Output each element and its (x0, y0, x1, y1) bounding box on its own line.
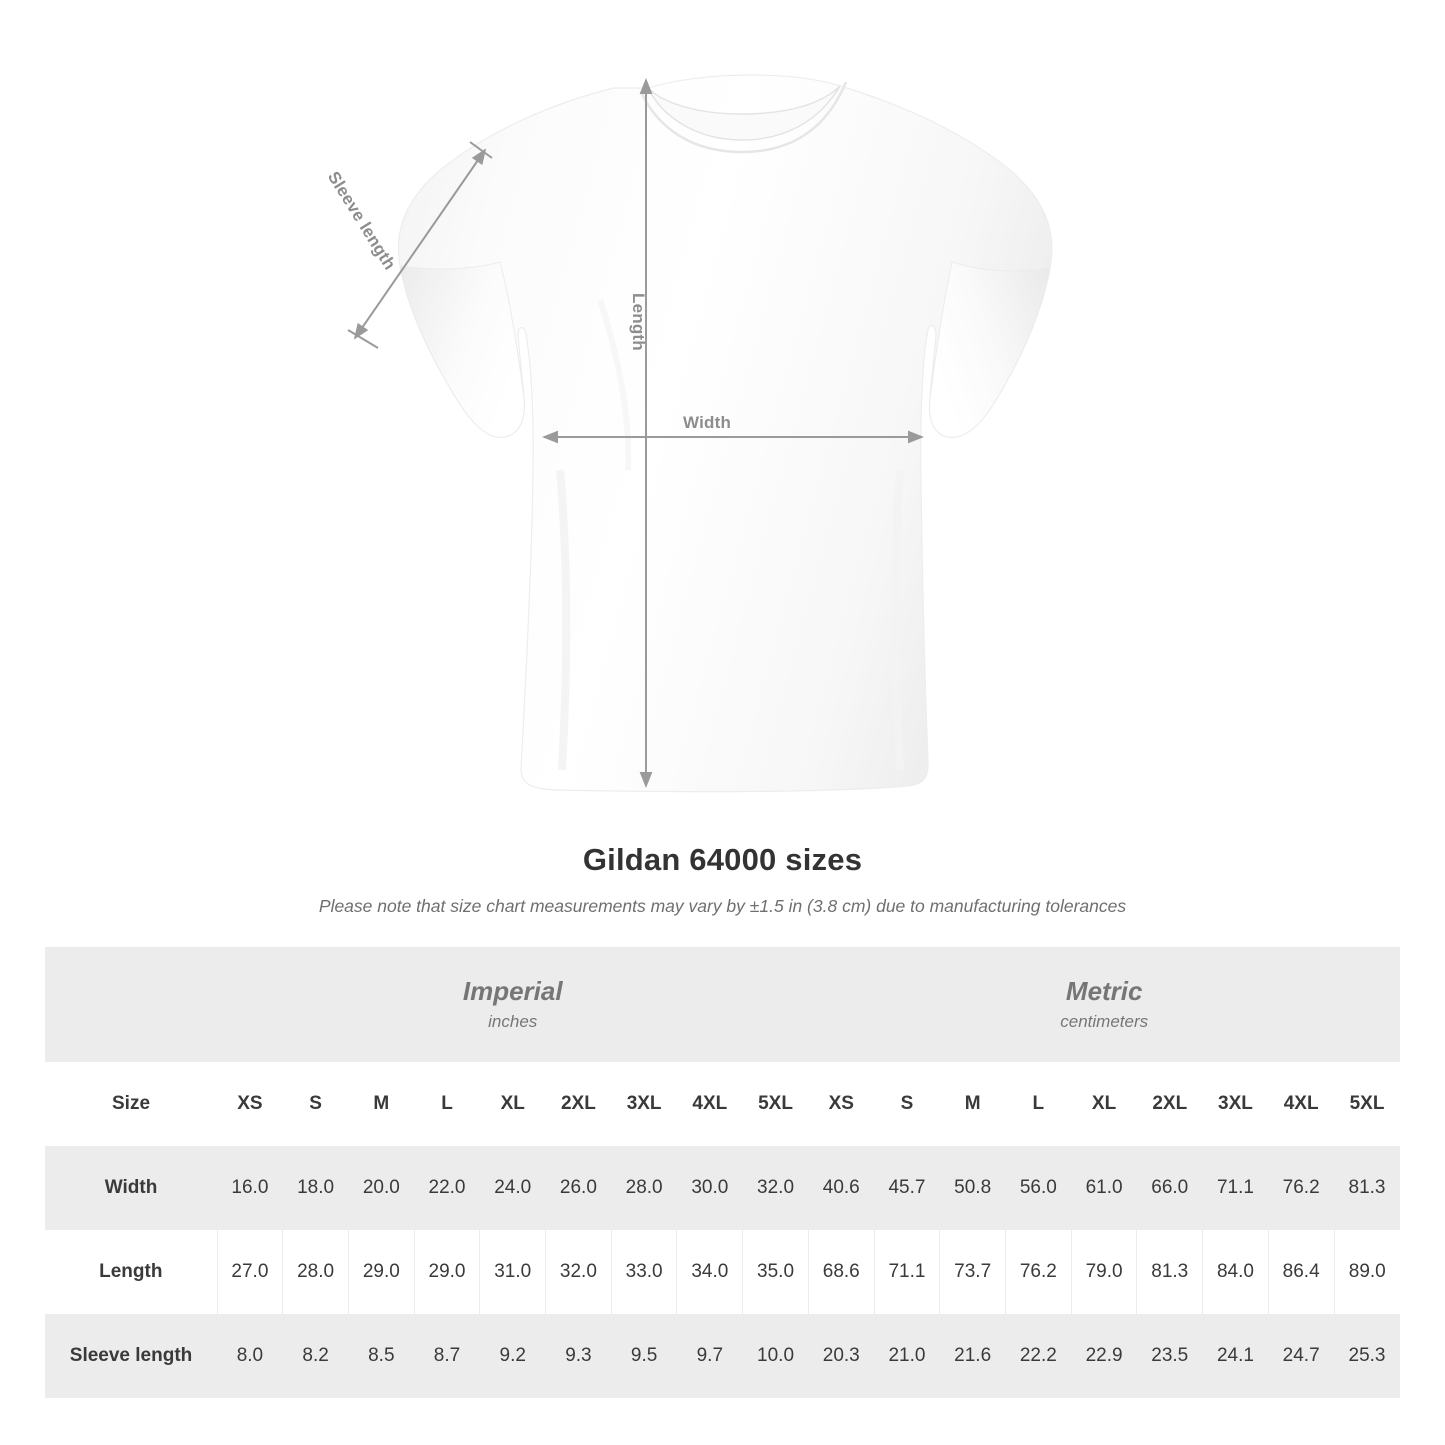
col-header-metric-m: M (940, 1062, 1006, 1146)
size-table-wrapper (0, 947, 1445, 1398)
metric-name: Metric (1065, 975, 1143, 1006)
cell-length-imperial-m: 29.0 (348, 1230, 414, 1314)
cell-width-imperial-m: 20.0 (348, 1146, 414, 1230)
metric-unit: centimeters (1060, 1012, 1149, 1032)
row-header-size: Size (45, 1062, 217, 1146)
col-header-metric-2xl: 2XL (1137, 1062, 1203, 1146)
col-header-imperial-4xl: 4XL (677, 1062, 743, 1146)
col-header-metric-4xl: 4XL (1268, 1062, 1334, 1146)
page-title: Gildan 64000 sizes (582, 842, 863, 877)
cell-length-metric-5xl: 89.0 (1334, 1230, 1400, 1314)
col-header-imperial-s: S (283, 1062, 349, 1146)
cell-length-imperial-2xl: 32.0 (546, 1230, 612, 1314)
cell-sleeve-metric-xl: 22.9 (1071, 1314, 1137, 1398)
cell-sleeve-imperial-l: 8.7 (414, 1314, 480, 1398)
cell-width-imperial-s: 18.0 (283, 1146, 349, 1230)
cell-length-imperial-l: 29.0 (414, 1230, 480, 1314)
cell-length-imperial-xs: 27.0 (217, 1230, 283, 1314)
tolerance-note: Please note that size chart measurements may vary by ±1.5 in (3.8 cm) due to manufacturing tolerances (318, 896, 1127, 916)
col-header-metric-xl: XL (1071, 1062, 1137, 1146)
unit-system-row (45, 947, 1400, 1062)
col-header-imperial-l: L (414, 1062, 480, 1146)
cell-sleeve-imperial-xl: 9.2 (480, 1314, 546, 1398)
cell-width-metric-xl: 61.0 (1071, 1146, 1137, 1230)
cell-sleeve-metric-5xl: 25.3 (1334, 1314, 1400, 1398)
cell-length-metric-2xl: 81.3 (1137, 1230, 1203, 1314)
unit-system-spacer (45, 947, 217, 1062)
cell-sleeve-imperial-2xl: 9.3 (546, 1314, 612, 1398)
size-header-row (45, 1062, 1400, 1146)
imperial-name: Imperial (462, 975, 563, 1006)
cell-length-imperial-5xl: 35.0 (743, 1230, 809, 1314)
table-row (45, 1314, 1400, 1398)
cell-sleeve-imperial-xs: 8.0 (217, 1314, 283, 1398)
col-header-metric-3xl: 3XL (1203, 1062, 1269, 1146)
sleeve-length-label: Sleeve length (323, 168, 400, 274)
cell-length-metric-xl: 79.0 (1071, 1230, 1137, 1314)
cell-length-metric-m: 73.7 (940, 1230, 1006, 1314)
col-header-imperial-xs: XS (217, 1062, 283, 1146)
row-label-sleeve-length: Sleeve length (45, 1314, 217, 1398)
unit-system-metric (808, 947, 1400, 1062)
col-header-imperial-3xl: 3XL (611, 1062, 677, 1146)
cell-length-metric-s: 71.1 (874, 1230, 940, 1314)
cell-width-metric-4xl: 76.2 (1268, 1146, 1334, 1230)
col-header-metric-xs: XS (808, 1062, 874, 1146)
title-block (0, 842, 1445, 917)
cell-width-imperial-3xl: 28.0 (611, 1146, 677, 1230)
cell-width-imperial-5xl: 32.0 (743, 1146, 809, 1230)
unit-system-imperial (217, 947, 808, 1062)
col-header-metric-l: L (1006, 1062, 1072, 1146)
imperial-unit: inches (488, 1012, 538, 1032)
col-header-metric-5xl: 5XL (1334, 1062, 1400, 1146)
cell-sleeve-metric-xs: 20.3 (808, 1314, 874, 1398)
cell-length-metric-xs: 68.6 (808, 1230, 874, 1314)
cell-width-imperial-4xl: 30.0 (677, 1146, 743, 1230)
cell-sleeve-metric-3xl: 24.1 (1203, 1314, 1269, 1398)
length-label: Length (629, 293, 648, 351)
cell-sleeve-metric-4xl: 24.7 (1268, 1314, 1334, 1398)
cell-length-metric-4xl: 86.4 (1268, 1230, 1334, 1314)
cell-sleeve-metric-s: 21.0 (874, 1314, 940, 1398)
cell-width-metric-3xl: 71.1 (1203, 1146, 1269, 1230)
cell-width-metric-5xl: 81.3 (1334, 1146, 1400, 1230)
cell-width-imperial-2xl: 26.0 (546, 1146, 612, 1230)
cell-sleeve-imperial-m: 8.5 (348, 1314, 414, 1398)
cell-length-imperial-4xl: 34.0 (677, 1230, 743, 1314)
cell-sleeve-imperial-3xl: 9.5 (611, 1314, 677, 1398)
cell-width-metric-xs: 40.6 (808, 1146, 874, 1230)
cell-length-imperial-s: 28.0 (283, 1230, 349, 1314)
cell-sleeve-imperial-4xl: 9.7 (677, 1314, 743, 1398)
cell-sleeve-imperial-5xl: 10.0 (743, 1314, 809, 1398)
cell-width-metric-l: 56.0 (1006, 1146, 1072, 1230)
cell-width-metric-m: 50.8 (940, 1146, 1006, 1230)
col-header-metric-s: S (874, 1062, 940, 1146)
col-header-imperial-xl: XL (480, 1062, 546, 1146)
row-label-length: Length (45, 1230, 217, 1314)
col-header-imperial-5xl: 5XL (743, 1062, 809, 1146)
table-row (45, 1230, 1400, 1314)
cell-length-imperial-3xl: 33.0 (611, 1230, 677, 1314)
shirt-body-shape (398, 75, 1051, 792)
table-row (45, 1146, 1400, 1230)
row-label-width: Width (45, 1146, 217, 1230)
cell-length-metric-3xl: 84.0 (1203, 1230, 1269, 1314)
col-header-imperial-2xl: 2XL (546, 1062, 612, 1146)
width-label: Width (683, 413, 732, 432)
cell-sleeve-metric-m: 21.6 (940, 1314, 1006, 1398)
cell-sleeve-imperial-s: 8.2 (283, 1314, 349, 1398)
cell-sleeve-metric-l: 22.2 (1006, 1314, 1072, 1398)
cell-width-metric-2xl: 66.0 (1137, 1146, 1203, 1230)
cell-sleeve-metric-2xl: 23.5 (1137, 1314, 1203, 1398)
size-chart-table (45, 947, 1400, 1398)
col-header-imperial-m: M (348, 1062, 414, 1146)
cell-width-imperial-xs: 16.0 (217, 1146, 283, 1230)
cell-width-imperial-xl: 24.0 (480, 1146, 546, 1230)
cell-length-metric-l: 76.2 (1006, 1230, 1072, 1314)
cell-length-imperial-xl: 31.0 (480, 1230, 546, 1314)
cell-width-imperial-l: 22.0 (414, 1146, 480, 1230)
cell-width-metric-s: 45.7 (874, 1146, 940, 1230)
